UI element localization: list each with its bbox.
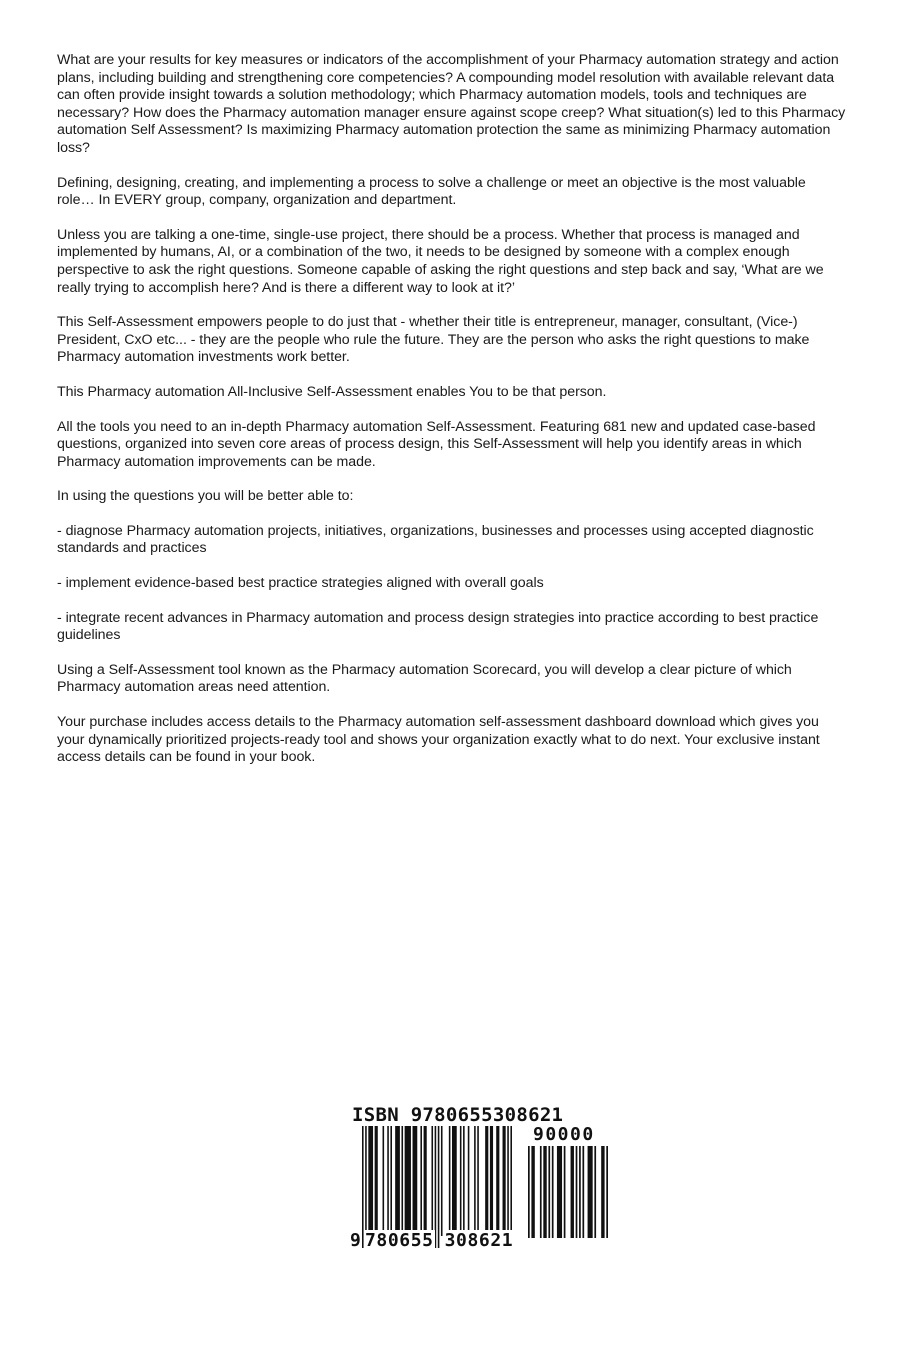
barcode-bar <box>401 1126 403 1236</box>
barcode-bar <box>449 1126 451 1236</box>
barcode-bar <box>420 1126 422 1236</box>
back-cover-text <box>57 52 847 784</box>
barcode-bar <box>368 1126 373 1236</box>
addon-bar <box>540 1146 542 1238</box>
addon-bar <box>594 1146 596 1238</box>
isbn-label: ISBN 9780655308621 <box>352 1104 564 1126</box>
barcode-bar <box>405 1126 411 1236</box>
paragraph-using-questions: In using the questions you will be better able to: <box>57 488 354 505</box>
paragraph-purchase-access: Your purchase includes access details to the Pharmacy automation self-assessment dashboard download which gives you your dynamically prioritized projects-ready tool and shows your organization exactly what to do next. Your exclusive instant access details can be found in your book. <box>57 714 820 766</box>
isbn-barcode <box>350 1104 612 1254</box>
barcode-bar <box>496 1126 499 1236</box>
paragraph-enables-you: This Pharmacy automation All-Inclusive Self-Assessment enables You to be that person. <box>57 383 607 400</box>
paragraph-process-design: Unless you are talking a one-time, single-use project, there should be a process. Whether that process is managed and implemented by humans, AI, or a combination of the two, it needs to be designed by someone with a complex enough perspective to ask the right questions. Someone capable of asking the right questions and step back and say, ‘What are we really trying to accomplish here? And is there a different way to look at it?’ <box>57 226 824 296</box>
barcode-bar <box>413 1126 418 1236</box>
addon-bar <box>601 1146 604 1238</box>
paragraph-all-the-tools: All the tools you need to an in-depth Pharmacy automation Self-Assessment. Featuring 681 new and updated case-based questions, organized into seven core areas of process design, this Self-Assessment will help you identify areas in which Pharmacy automation improvements can be made. <box>57 418 816 470</box>
barcode-bar <box>424 1126 427 1236</box>
paragraph-scorecard: Using a Self-Assessment tool known as the Pharmacy automation Scorecard, you will develop a clear picture of which Pharmacy automation areas need attention. <box>57 661 792 696</box>
barcode-bar <box>468 1126 470 1236</box>
addon-digits: 90000 <box>533 1124 595 1145</box>
addon-bar <box>557 1146 562 1238</box>
barcode-bar <box>490 1126 493 1236</box>
barcode-bar <box>477 1126 479 1236</box>
bullet-implement: - implement evidence-based best practice strategies aligned with overall goals <box>57 575 544 592</box>
barcode-bar <box>441 1126 443 1236</box>
addon-bar <box>571 1146 574 1238</box>
barcode-bar <box>485 1126 488 1236</box>
barcode-bar <box>460 1126 462 1236</box>
addon-bar <box>564 1146 566 1238</box>
barcode-bar <box>375 1126 378 1236</box>
addon-bar <box>606 1146 608 1238</box>
barcode-bar <box>452 1126 457 1236</box>
addon-bars <box>528 1146 608 1238</box>
paragraph-key-measures: What are your results for key measures or indicators of the accomplishment of your Pharmacy automation strategy and action plans, including building and strengthening core competencies? A compounding model resolution with available relevant data can often provide insight towards a solution methodology; which Pharmacy automation models, tools and techniques are necessary? How does the Pharmacy automation manager ensure against scope creep? What situation(s) led to this Pharmacy automation Self Assessment? Is maximizing Pharmacy automation protection the same as minimizing Pharmacy automation loss? <box>57 52 846 156</box>
barcode-bar <box>383 1126 385 1236</box>
barcode-bar <box>463 1126 465 1236</box>
barcode-bar <box>503 1126 506 1236</box>
addon-bar <box>576 1146 578 1238</box>
addon-bar <box>552 1146 554 1238</box>
bullet-diagnose: - diagnose Pharmacy automation projects, initiatives, organizations, businesses and processes using accepted diagnostic standards and practices <box>57 522 814 557</box>
barcode-bar <box>431 1126 433 1236</box>
barcode-bar <box>474 1126 476 1236</box>
addon-bar <box>579 1146 581 1238</box>
ean-lead-digit: 9 <box>350 1230 361 1251</box>
ean-left-group: 780655 <box>365 1230 434 1251</box>
barcode-bar <box>395 1126 400 1236</box>
addon-bar <box>588 1146 593 1238</box>
addon-bar <box>582 1146 584 1238</box>
ean-human-readable <box>350 1230 514 1251</box>
paragraph-empowers-people: This Self-Assessment empowers people to do just that - whether their title is entrepreneur, manager, consultant, (Vice-) President, CxO etc... - they are the people who rule the future. They are the person who asks the right questions to make Pharmacy automation investments work better. <box>57 314 810 366</box>
addon-bar <box>531 1146 534 1238</box>
paragraph-defining-process: Defining, designing, creating, and implementing a process to solve a challenge or meet an objective is the most valuable role… In EVERY group, company, organization and department. <box>57 174 806 209</box>
bullet-integrate: - integrate recent advances in Pharmacy automation and process design strategies into practice according to best practice guidelines <box>57 609 819 644</box>
addon-bar <box>543 1146 546 1238</box>
addon-bar <box>548 1146 550 1238</box>
addon-bar <box>528 1146 530 1238</box>
barcode-bar <box>390 1126 392 1236</box>
barcode-bar <box>387 1126 389 1236</box>
ean-right-group: 308621 <box>444 1230 514 1251</box>
